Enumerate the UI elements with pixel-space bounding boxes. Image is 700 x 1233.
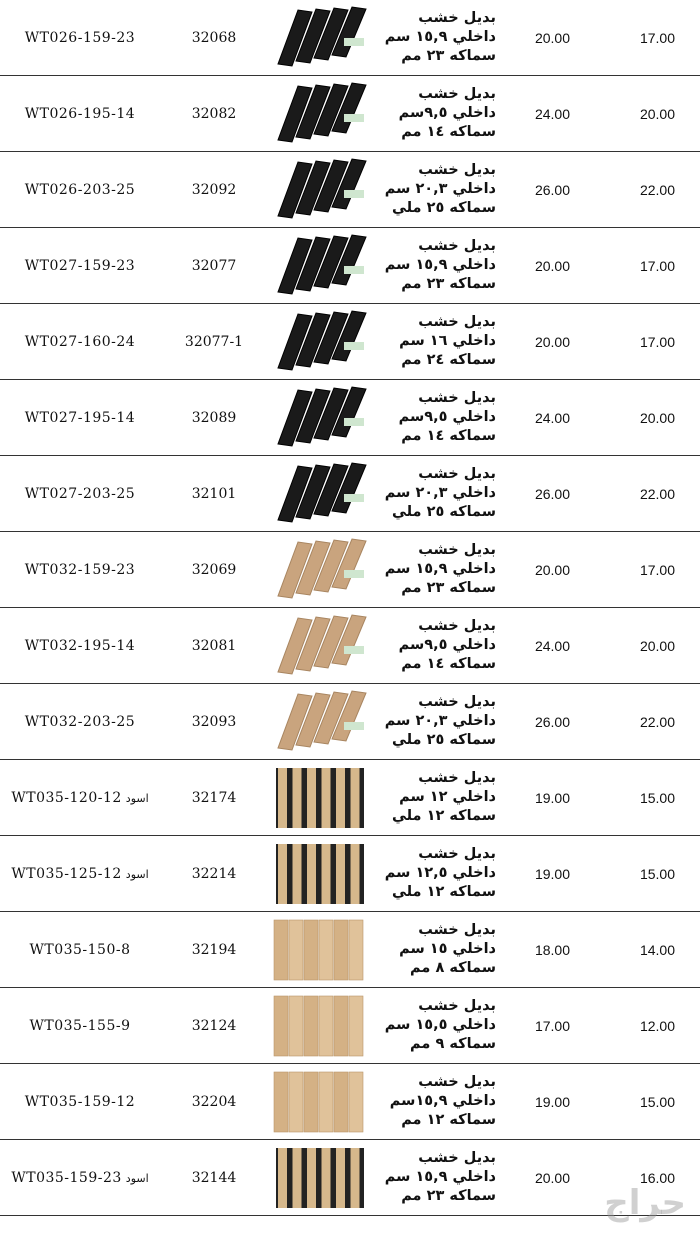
- color-note: اسود: [125, 1171, 149, 1185]
- price-a: 20.00: [500, 1140, 605, 1216]
- product-code: [0, 1140, 160, 1216]
- table-row: [0, 1064, 700, 1140]
- product-description: بديل خشب داخلي ١٥ سم سماكه ٨ مم: [380, 912, 500, 988]
- product-description: بديل خشب داخلي ١٥,٩ سم سماكه ٢٣ مم: [380, 1140, 500, 1216]
- panel-image: [270, 916, 370, 984]
- price-a: 26.00: [500, 684, 605, 760]
- table-row: [0, 684, 700, 760]
- product-description: بديل خشب داخلي ٩,٥سم سماكه ١٤ مم: [380, 76, 500, 152]
- product-thumbnail: [270, 688, 370, 756]
- price-a: 19.00: [500, 760, 605, 836]
- product-description: بديل خشب داخلي ٢٠,٣ سم سماكه ٢٥ ملي: [380, 152, 500, 228]
- item-number: 32077: [160, 228, 268, 304]
- price-a: 17.00: [500, 988, 605, 1064]
- product-image-cell: [268, 912, 380, 988]
- color-note: اسود: [125, 791, 149, 805]
- product-image-cell: [268, 76, 380, 152]
- panel-image: [270, 232, 370, 300]
- product-thumbnail: [270, 460, 370, 528]
- price-b: 17.00: [605, 0, 700, 76]
- product-code-text: WT026-195-14: [24, 105, 136, 122]
- product-thumbnail: [270, 764, 370, 832]
- product-code-text: WT035-125-12: [11, 865, 122, 882]
- product-description: بديل خشب داخلي ١٥,٩ سم سماكه ٢٣ مم: [380, 532, 500, 608]
- product-image-cell: [268, 760, 380, 836]
- product-code-text: WT026-203-25: [24, 181, 136, 198]
- product-thumbnail: [270, 232, 370, 300]
- price-b: 20.00: [605, 76, 700, 152]
- product-image-cell: [268, 456, 380, 532]
- product-code-text: WT035-159-12: [24, 1093, 136, 1110]
- product-thumbnail: [270, 308, 370, 376]
- panel-image: [270, 840, 370, 908]
- product-code: [0, 76, 160, 152]
- price-a: 19.00: [500, 1064, 605, 1140]
- item-number: 32101: [160, 456, 268, 532]
- watermark-logo: حراج: [604, 1183, 686, 1223]
- table-row: [0, 608, 700, 684]
- panel-image: [270, 764, 370, 832]
- product-image-cell: [268, 304, 380, 380]
- item-number: 32214: [160, 836, 268, 912]
- item-number: 32174: [160, 760, 268, 836]
- table-row: [0, 912, 700, 988]
- product-code: [0, 912, 160, 988]
- table-row: [0, 152, 700, 228]
- product-code-text: WT027-160-24: [24, 333, 136, 350]
- product-description: بديل خشب داخلي ١٥,٥ سم سماكه ٩ مم: [380, 988, 500, 1064]
- product-thumbnail: [270, 916, 370, 984]
- product-thumbnail: [270, 1068, 370, 1136]
- product-code-text: WT026-159-23: [24, 29, 136, 46]
- product-code-text: WT032-203-25: [24, 713, 136, 730]
- product-description: بديل خشب داخلي ١٥,٩ سم سماكه ٢٣ مم: [380, 228, 500, 304]
- item-number: 32068: [160, 0, 268, 76]
- product-image-cell: [268, 152, 380, 228]
- price-a: 20.00: [500, 228, 605, 304]
- product-code: [0, 1064, 160, 1140]
- product-thumbnail: [270, 536, 370, 604]
- price-a: 20.00: [500, 0, 605, 76]
- product-code: [0, 380, 160, 456]
- price-b: 17.00: [605, 228, 700, 304]
- product-code: [0, 304, 160, 380]
- item-number: 32081: [160, 608, 268, 684]
- panel-image: [270, 1068, 370, 1136]
- product-code: [0, 228, 160, 304]
- product-code-text: WT035-155-9: [29, 1017, 131, 1034]
- product-description: بديل خشب داخلي ١٢ سم سماكه ١٢ ملي: [380, 760, 500, 836]
- product-description: بديل خشب داخلي ٢٠,٣ سم سماكه ٢٥ ملي: [380, 456, 500, 532]
- item-number: 32089: [160, 380, 268, 456]
- price-b: 15.00: [605, 760, 700, 836]
- price-b: 12.00: [605, 988, 700, 1064]
- price-a: 24.00: [500, 76, 605, 152]
- table-row: [0, 228, 700, 304]
- product-code-text: WT035-150-8: [29, 941, 131, 958]
- table-row: [0, 532, 700, 608]
- product-code: [0, 152, 160, 228]
- panel-image: [270, 460, 370, 528]
- product-image-cell: [268, 228, 380, 304]
- panel-image: [270, 156, 370, 224]
- product-description: بديل خشب داخلي ١٥,٩سم سماكه ١٢ مم: [380, 1064, 500, 1140]
- table-row: [0, 988, 700, 1064]
- item-number: 32093: [160, 684, 268, 760]
- panel-image: [270, 992, 370, 1060]
- price-b: 17.00: [605, 304, 700, 380]
- price-b: 22.00: [605, 456, 700, 532]
- item-number: 32077-1: [160, 304, 268, 380]
- panel-image: [270, 80, 370, 148]
- color-note: اسود: [125, 867, 149, 881]
- price-b: 15.00: [605, 836, 700, 912]
- product-code-text: WT027-159-23: [24, 257, 136, 274]
- table-row: [0, 1140, 700, 1216]
- product-thumbnail: [270, 156, 370, 224]
- item-number: 32124: [160, 988, 268, 1064]
- product-code: [0, 608, 160, 684]
- product-description: بديل خشب داخلي ١٥,٩ سم سماكه ٢٣ مم: [380, 0, 500, 76]
- table-row: [0, 380, 700, 456]
- item-number: 32069: [160, 532, 268, 608]
- price-b: 22.00: [605, 684, 700, 760]
- product-image-cell: [268, 608, 380, 684]
- panel-image: [270, 536, 370, 604]
- price-b: 14.00: [605, 912, 700, 988]
- product-code-text: WT032-195-14: [24, 637, 136, 654]
- table-row: [0, 456, 700, 532]
- price-a: 19.00: [500, 836, 605, 912]
- panel-image: [270, 4, 370, 72]
- product-description: بديل خشب داخلي ٢٠,٣ سم سماكه ٢٥ ملي: [380, 684, 500, 760]
- price-a: 26.00: [500, 152, 605, 228]
- product-image-cell: [268, 380, 380, 456]
- product-code-text: WT032-159-23: [24, 561, 136, 578]
- product-thumbnail: [270, 384, 370, 452]
- price-b: 17.00: [605, 532, 700, 608]
- product-code: [0, 684, 160, 760]
- product-code-text: WT027-195-14: [24, 409, 136, 426]
- item-number: 32204: [160, 1064, 268, 1140]
- product-description: بديل خشب داخلي ١٦ سم سماكه ٢٤ مم: [380, 304, 500, 380]
- price-a: 24.00: [500, 380, 605, 456]
- product-thumbnail: [270, 1144, 370, 1212]
- product-code-text: WT035-120-12: [11, 789, 122, 806]
- table-row: [0, 0, 700, 76]
- price-a: 26.00: [500, 456, 605, 532]
- table-row: [0, 304, 700, 380]
- product-code: [0, 760, 160, 836]
- panel-image: [270, 308, 370, 376]
- price-a: 18.00: [500, 912, 605, 988]
- product-image-cell: [268, 532, 380, 608]
- product-code-text: WT035-159-23: [11, 1169, 122, 1186]
- product-thumbnail: [270, 992, 370, 1060]
- price-b: 20.00: [605, 608, 700, 684]
- product-image-cell: [268, 1064, 380, 1140]
- item-number: 32082: [160, 76, 268, 152]
- product-description: بديل خشب داخلي ٩,٥سم سماكه ١٤ مم: [380, 380, 500, 456]
- panel-image: [270, 612, 370, 680]
- table-row: [0, 760, 700, 836]
- product-code: [0, 456, 160, 532]
- price-a: 20.00: [500, 532, 605, 608]
- product-image-cell: [268, 836, 380, 912]
- panel-image: [270, 688, 370, 756]
- product-description: بديل خشب داخلي ١٢,٥ سم سماكه ١٢ ملي: [380, 836, 500, 912]
- price-a: 20.00: [500, 304, 605, 380]
- product-image-cell: [268, 684, 380, 760]
- product-thumbnail: [270, 4, 370, 72]
- price-b: 16.00: [605, 1140, 700, 1216]
- item-number: 32092: [160, 152, 268, 228]
- product-code: [0, 532, 160, 608]
- product-thumbnail: [270, 80, 370, 148]
- product-code: [0, 988, 160, 1064]
- product-image-cell: [268, 0, 380, 76]
- table-row: [0, 76, 700, 152]
- panel-image: [270, 1144, 370, 1212]
- product-thumbnail: [270, 612, 370, 680]
- product-code: [0, 0, 160, 76]
- product-description: بديل خشب داخلي ٩,٥سم سماكه ١٤ مم: [380, 608, 500, 684]
- product-image-cell: [268, 1140, 380, 1216]
- table-row: [0, 836, 700, 912]
- price-a: 24.00: [500, 608, 605, 684]
- item-number: 32144: [160, 1140, 268, 1216]
- item-number: 32194: [160, 912, 268, 988]
- product-code: [0, 836, 160, 912]
- price-b: 15.00: [605, 1064, 700, 1140]
- price-b: 22.00: [605, 152, 700, 228]
- price-b: 20.00: [605, 380, 700, 456]
- product-image-cell: [268, 988, 380, 1064]
- product-thumbnail: [270, 840, 370, 908]
- panel-image: [270, 384, 370, 452]
- product-code-text: WT027-203-25: [24, 485, 136, 502]
